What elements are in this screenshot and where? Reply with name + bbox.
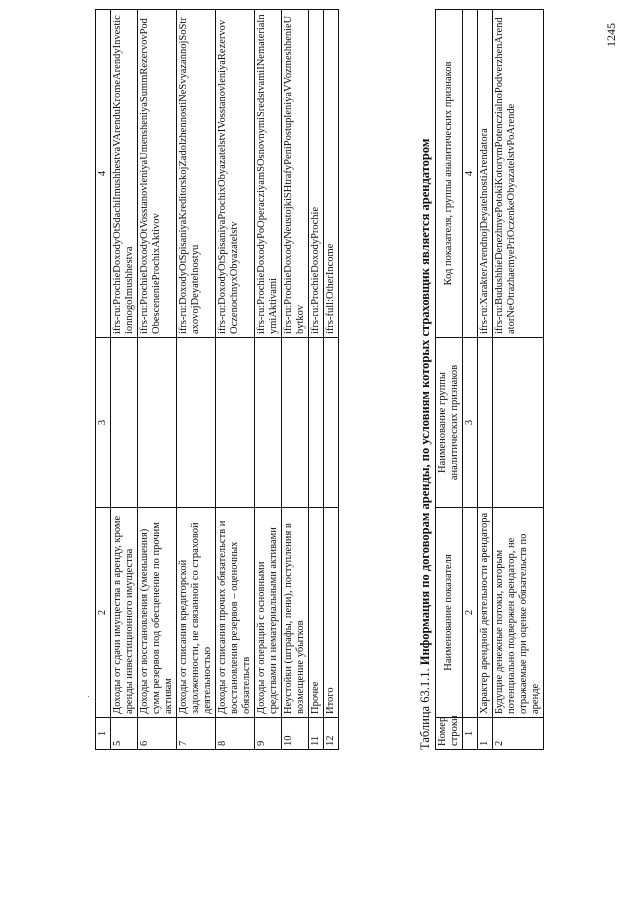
col-num: 1 [463, 718, 478, 750]
table-row [177, 10, 216, 750]
row-number: 10 [282, 718, 309, 750]
group-name [282, 338, 309, 508]
row-number: 7 [177, 718, 216, 750]
group-name [111, 338, 138, 508]
row-number: 2 [493, 718, 544, 750]
group-name [216, 338, 255, 508]
row-number: 6 [138, 718, 177, 750]
indicator-code: ifrs-ru:XarakterArendnojDeyatelnostiArendatora [478, 10, 493, 338]
col-num: 2 [96, 508, 111, 718]
indicator-code: ifrs-ru:ProchieDoxodyOtSdachiImushhestvaVArenduKromeArendyInvesticionnogoImushhestva [111, 10, 138, 338]
table-row [493, 10, 544, 750]
indicator-name: Итого [324, 508, 339, 718]
indicator-code: ifrs-ru:DoxodyOtSpisaniyaKreditorskojZadolzhennostiNeSvyazannojSoStraxovojDeyatelnostyu [177, 10, 216, 338]
indicator-name: Доходы от списания кредиторской задолженности, не связанной со страховой деятельностью [177, 508, 216, 718]
table-row [309, 10, 324, 750]
header-row-number: Номер строки [436, 718, 463, 750]
group-name [138, 338, 177, 508]
table-row [324, 10, 339, 750]
col-num: 3 [463, 338, 478, 508]
indicator-code: ifrs-ru:ProchieDoxodyOtVosstanovleniyaUmensheniyaSummRezervovPodObescenenieProchixAktivov [138, 10, 177, 338]
row-number: 11 [309, 718, 324, 750]
indicator-code: ifrs-ru:ProchieDoxodyNeustojkiSHtrafyPeniPostupleniyaVVozmeshhenieUbytkov [282, 10, 309, 338]
row-number: 5 [111, 718, 138, 750]
group-name [255, 338, 282, 508]
table-row [216, 10, 255, 750]
indicator-code: ifrs-ru:BudushhieDenezhnyePotokiKotorymPotenczialnoPodverzhenArendatorNeOtrazhaemyePriOczenkeObyazatelstvPoArende [493, 10, 544, 338]
group-name [493, 338, 544, 508]
indicator-code: ifrs-full:OtherIncome [324, 10, 339, 338]
indicator-code: ifrs-ru:ProchieDoxodyProchie [309, 10, 324, 338]
header-code: Код показателя, группы аналитических признаков [436, 10, 463, 338]
table1-number-row [96, 10, 111, 750]
col-num: 4 [463, 10, 478, 338]
indicator-name: Прочее [309, 508, 324, 718]
indicator-name: Неустойки (штрафы, пени), поступления в возмещение убытков [282, 508, 309, 718]
scan-speck [88, 696, 89, 697]
group-name [177, 338, 216, 508]
indicator-name: Доходы от списания прочих обязательств и восстановления резервов – оценочных обязательств [216, 508, 255, 718]
indicator-name: Доходы от восстановления (уменьшения) сумм резервов под обесценение по прочим активам [138, 508, 177, 718]
row-number: 12 [324, 718, 339, 750]
caption-prefix: Таблица 63.1.1. [418, 665, 432, 750]
table-row [138, 10, 177, 750]
table2-number-row [463, 10, 478, 750]
table-row [478, 10, 493, 750]
table-row [255, 10, 282, 750]
group-name [478, 338, 493, 508]
indicator-code: ifrs-ru:ProchieDoxodyPoOperacziyamSOsnovnymiSredstvamiINematerialnymiAktivami [255, 10, 282, 338]
table-caption [418, 139, 433, 750]
table2-header-row [436, 10, 463, 750]
table-continued [95, 9, 339, 750]
col-num: 4 [96, 10, 111, 338]
row-number: 8 [216, 718, 255, 750]
row-number: 1 [478, 718, 493, 750]
indicator-code: ifrs-ru:DoxodyOtSpisaniyaProchixObyazatelstvIVosstanovleniyaRezervovOczenochnyxObyazatelstv [216, 10, 255, 338]
indicator-name: Доходы от операций с основными средствами и нематериальными активами [255, 508, 282, 718]
page-number: 1245 [604, 23, 618, 47]
col-num: 2 [463, 508, 478, 718]
lease-table [435, 9, 544, 750]
row-number: 9 [255, 718, 282, 750]
table-row [111, 10, 138, 750]
indicator-name: Будущие денежные потоки, которым потенциально подвержен арендатор, не отражаемые при оценке обязательств по аренде [493, 508, 544, 718]
group-name [324, 338, 339, 508]
col-num: 3 [96, 338, 111, 508]
header-group-name: Наименование группы аналитических признаков [436, 338, 463, 508]
header-indicator-name: Наименование показателя [436, 508, 463, 718]
group-name [309, 338, 324, 508]
caption-title: Информация по договорам аренды, по условиям которых страховщик является арендатором [418, 138, 432, 666]
indicator-name: Характер арендной деятельности арендатора [478, 508, 493, 718]
table-row [282, 10, 309, 750]
indicator-name: Доходы от сдачи имущества в аренду, кроме аренды инвестиционного имущества [111, 508, 138, 718]
col-num: 1 [96, 718, 111, 750]
